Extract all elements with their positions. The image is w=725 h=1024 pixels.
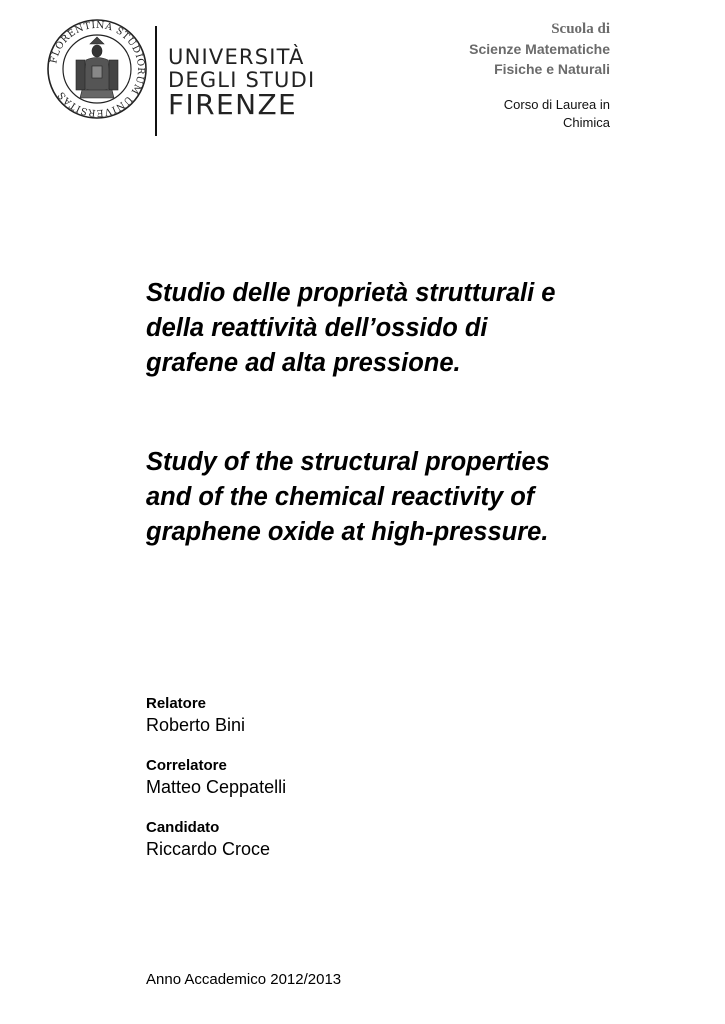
university-name-line-1: UNIVERSITÀ xyxy=(168,45,305,69)
university-name-line-3: FIRENZE xyxy=(168,88,298,121)
candidato-name: Riccardo Croce xyxy=(146,839,271,859)
school-name-line-2: Fisiche e Naturali xyxy=(494,61,610,77)
title-line: graphene oxide at high-pressure. xyxy=(146,518,549,546)
title-line: della reattività dell’ossido di xyxy=(146,314,488,342)
academic-year: Anno Accademico 2012/2013 xyxy=(146,971,342,988)
thesis-title-english xyxy=(146,445,550,550)
candidato-label: Candidato xyxy=(146,819,220,836)
title-line: grafene ad alta pressione. xyxy=(146,349,461,377)
course-name: Chimica xyxy=(563,115,610,130)
thesis-title-italian xyxy=(146,276,555,381)
university-name-line-2: DEGLI STUDI xyxy=(168,68,316,92)
school-name-line-1: Scienze Matematiche xyxy=(469,41,610,57)
school-label: Scuola di xyxy=(551,21,610,37)
seal-text: FLORENTINA STUDIORUM UNIVERSITAS xyxy=(48,19,147,119)
logo-divider xyxy=(155,26,157,136)
correlatore-name: Matteo Ceppatelli xyxy=(146,777,287,797)
relatore-name: Roberto Bini xyxy=(146,715,246,735)
title-line: Study of the structural properties xyxy=(146,448,550,476)
title-line: Studio delle proprietà strutturali e xyxy=(146,279,556,307)
correlatore-label: Correlatore xyxy=(146,757,227,774)
university-seal-icon xyxy=(46,18,148,120)
course-label: Corso di Laurea in xyxy=(503,97,610,112)
relatore-label: Relatore xyxy=(146,695,207,712)
title-line: and of the chemical reactivity of xyxy=(146,483,535,511)
